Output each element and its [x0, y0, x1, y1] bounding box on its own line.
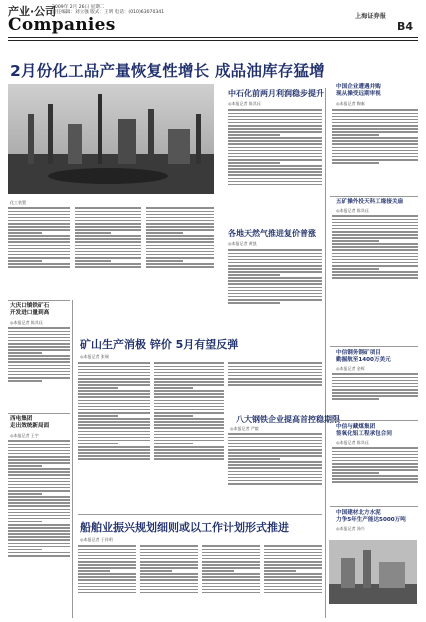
side1-headline: 中国企业遭遇并购 现从操受远期审视 — [336, 84, 381, 97]
side4-byline: ◎本报记者 陈其珏 — [336, 440, 369, 445]
sinopec-headline: 中石化前两月利润稳步提升 — [228, 89, 324, 98]
lead-body-col3 — [146, 206, 214, 298]
sinopec-body — [228, 108, 322, 224]
header-rule-thin — [8, 40, 418, 41]
gas-body — [228, 248, 322, 334]
side3-byline: ◎本报记者 金辉 — [336, 366, 365, 371]
photo-caption: 化工装置 — [10, 200, 26, 205]
mining-headline: 矿山生产消极 锌价 5月有望反弹 — [80, 338, 239, 351]
steel-byline: ◎本报记者 严毅 — [230, 426, 259, 431]
left1-byline: ◎本报记者 陈其珏 — [10, 320, 43, 325]
cement-plant-photo — [329, 540, 417, 604]
gas-byline: ◎本报记者 黄凯 — [228, 241, 257, 246]
lead-headline: 2月份化工品产量恢复性增长 成品油库存猛增 — [10, 62, 325, 80]
ship-body-col2 — [140, 544, 198, 618]
ship-body-col3 — [202, 544, 260, 618]
side1-byline: ◎本报记者 陶秦 — [336, 101, 365, 106]
gas-headline: 各地天然气推进复价普涨 — [228, 229, 316, 238]
left2-headline: 西电集团 走出效统新局面 — [10, 416, 50, 429]
side4-body — [332, 446, 418, 504]
paper-name: 上海证券报 — [355, 13, 386, 20]
date-line: 2009年 2月 26日 星期二 责任编辑：刘立强 版式：王明 电话：(010)63070341 — [52, 5, 165, 16]
page-number: B4 — [397, 20, 414, 33]
header-rule — [8, 37, 418, 38]
left1-headline: 大庆口镇铁矿石 开发进口量到高 — [10, 303, 50, 316]
ship-byline: ◎本报记者 于祥明 — [80, 537, 113, 542]
left2-byline: ◎本报记者 王宇 — [10, 433, 39, 438]
left1-body — [8, 326, 70, 410]
side3-headline: 中信钢务钢矿项目 勤掘航至1400万美元 — [336, 350, 391, 363]
lead-body-col1 — [8, 206, 70, 298]
mining-body-col3 — [228, 361, 322, 401]
mining-byline: ◎本报记者 张瑞 — [80, 354, 109, 359]
side1-body — [332, 108, 418, 192]
ship-body-col4 — [264, 544, 322, 618]
side5-byline: ◎本报记者 汤兴 — [336, 526, 365, 531]
side5-headline: 中国建材北方水泥 力争5年生产能达5000万吨 — [336, 510, 406, 523]
mining-body-col1 — [78, 361, 150, 511]
side4-headline: 中信与藏煤集团 签氧化铝工程承包合同 — [336, 424, 392, 437]
left2-body — [8, 439, 70, 615]
section-title: 产业·公司 — [8, 5, 57, 18]
section-title-en: Companies — [8, 15, 116, 35]
steel-body — [228, 432, 322, 512]
side3-body — [332, 372, 418, 416]
refinery-photo — [8, 84, 214, 194]
ship-body-col1 — [78, 544, 136, 618]
mining-body-col2 — [154, 361, 224, 511]
side2-byline: ◎本报记者 陈其珏 — [336, 208, 369, 213]
side2-headline: 五矿操外投天科工缘接关扇 — [336, 199, 404, 205]
lead-body-col2 — [75, 206, 141, 298]
sinopec-byline: ◎本报记者 陈其珏 — [228, 101, 261, 106]
side2-body — [332, 214, 418, 312]
ship-headline: 船舶业振兴规划细则或以工作计划形式推进 — [80, 521, 289, 534]
steel-headline: 八大钢铁企业提高首控稳期限 — [236, 415, 340, 424]
